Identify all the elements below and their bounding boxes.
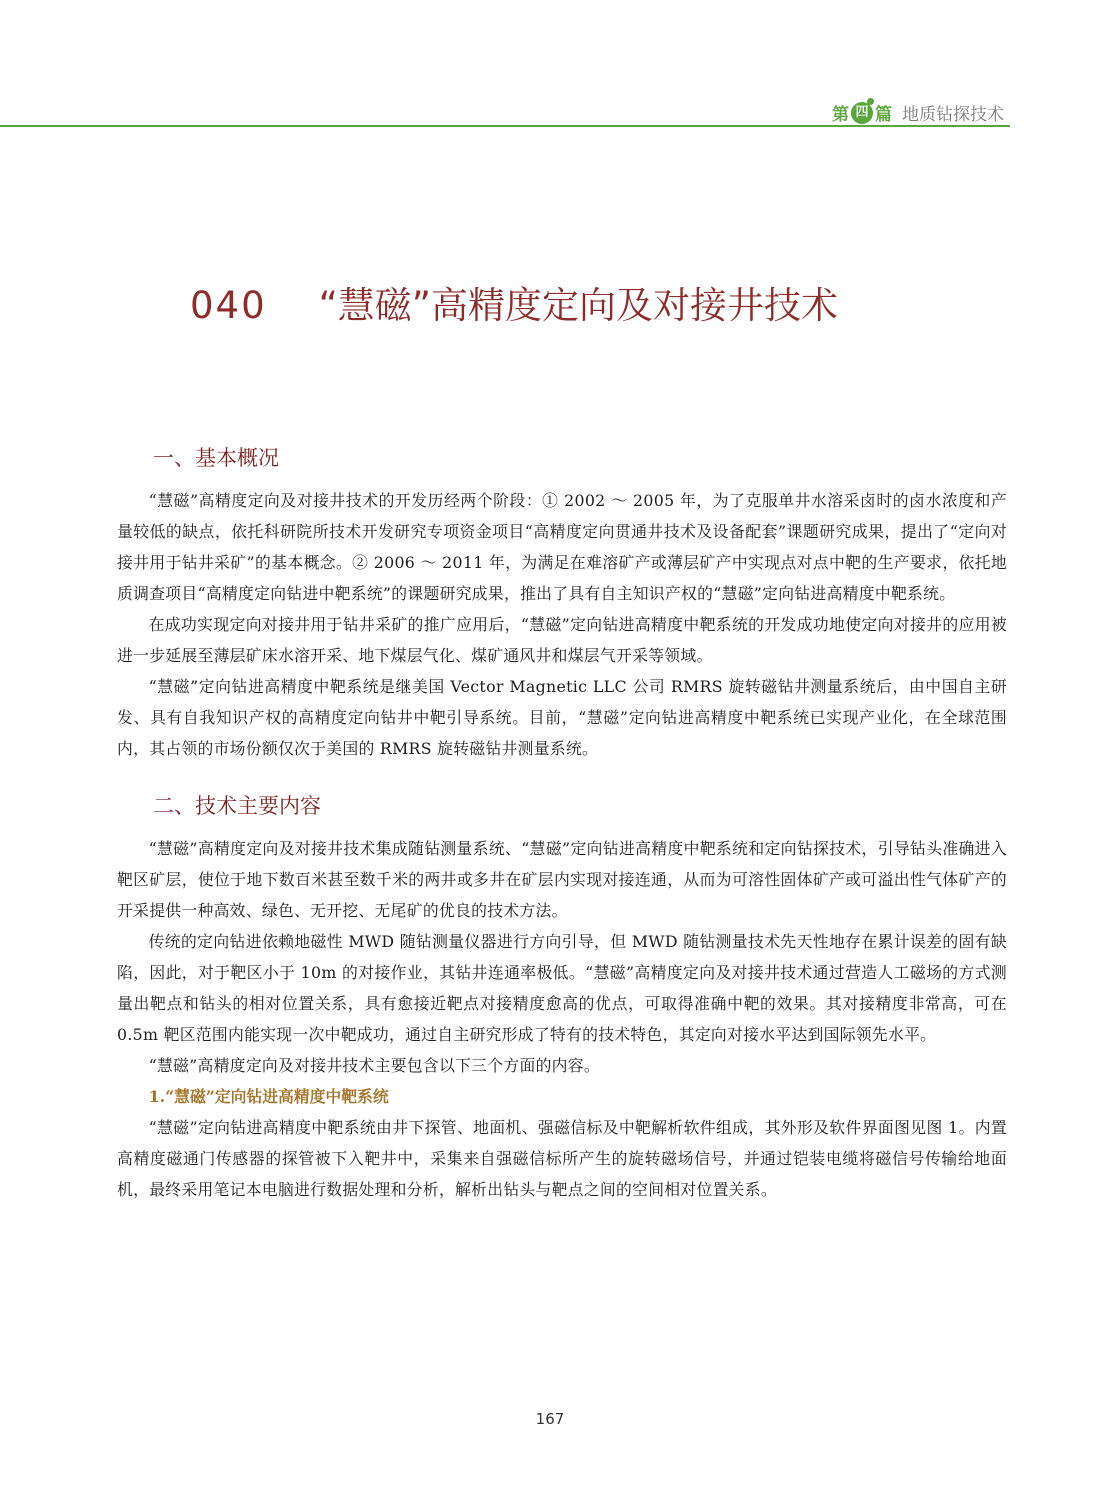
paragraph: 传统的定向钻进依赖地磁性 MWD 随钻测量仪器进行方向引导，但 MWD 随钻测量技术先天性地存在累计误差的固有缺陷，因此，对于靶区小于 10m 的对接作业，其钻井连通率极低。“慧磁”高精度定向及对接井技术通过营造人工磁场的方式测量出靶点和钻头的相对位置关系，具有愈接近靶点对接精度愈高的优点，可取得准确中靶的效果。其对接精度非常高，可在 0.5m 靶区范围内能实现一次中靶成功，通过自主研究形成了特有的技术特色，其定向对接水平达到国际领先水平。: [117, 932, 1007, 1044]
chapter-title-text: “慧磁”高精度定向及对接井技术: [318, 284, 838, 327]
part-suffix: 篇: [875, 105, 892, 125]
section-heading-overview: 一、基本概况: [153, 446, 279, 470]
page-number: 167: [535, 1410, 565, 1428]
paragraph: 在成功实现定向对接井用于钻井采矿的推广应用后，“慧磁”定向钻进高精度中靶系统的开发成功地使定向对接井的应用被进一步延展至薄层矿床水溶开采、地下煤层气化、煤矿通风井和煤层气开采等领域。: [117, 615, 1007, 665]
paragraph: “慧磁”定向钻进高精度中靶系统是继美国 Vector Magnetic LLC 公司 RMRS 旋转磁钻井测量系统后，由中国自主研发、具有自我知识产权的高精度定向钻井中靶引导系统。目前，“慧磁”定向钻进高精度中靶系统已实现产业化，在全球范围内，其占领的市场份额仅次于美国的 RMRS 旋转磁钻井测量系统。: [117, 677, 1007, 758]
part-prefix: 第: [832, 105, 849, 125]
body-content: [117, 442, 1007, 1205]
paragraph: “慧磁”高精度定向及对接井技术主要包含以下三个方面的内容。: [148, 1056, 600, 1075]
part-label: [832, 100, 892, 125]
paragraph: “慧磁”高精度定向及对接井技术集成随钻测量系统、“慧磁”定向钻进高精度中靶系统和定向钻探技术，引导钻头准确进入靶区矿层，使位于地下数百米甚至数千米的两井或多井在矿层内实现对接连通，从而为可溶性固体矿产或可溢出性气体矿产的开采提供一种高效、绿色、无开挖、无尾矿的优良的技术方法。: [117, 839, 1007, 920]
chapter-code: 040: [190, 284, 267, 327]
running-header: [832, 100, 1004, 125]
header-rule: [0, 125, 1010, 127]
chapter-title: [190, 275, 838, 329]
paragraph: “慧磁”高精度定向及对接井技术的开发历经两个阶段：① 2002 ～ 2005 年，为了克服单井水溶采卤时的卤水浓度和产量较低的缺点，依托科研院所技术开发研究专项资金项目“高精度定向贯通井技术及设备配套”课题研究成果，提出了“定向对接井用于钻井采矿”的基本概念。② 2006 ～ 2011 年，为满足在难溶矿产或薄层矿产中实现点对点中靶的生产要求，依托地质调查项目“高精度定向钻进中靶系统”的课题研究成果，推出了具有自主知识产权的“慧磁”定向钻进高精度中靶系统。: [117, 491, 1007, 603]
subsection-heading: 1.“慧磁”定向钻进高精度中靶系统: [148, 1087, 389, 1106]
paragraph: “慧磁”定向钻进高精度中靶系统由井下探管、地面机、强磁信标及中靶解析软件组成，其外形及软件界面图见图 1。内置高精度磁通门传感器的探管被下入靶井中，采集来自强磁信标所产生的旋转磁场信号，并通过铠装电缆将磁信号传输给地面机，最终采用笔记本电脑进行数据处理和分析，解析出钻头与靶点之间的空间相对位置关系。: [117, 1118, 1007, 1199]
part-number-badge: 四: [851, 102, 873, 124]
section-label: 地质钻探技术: [902, 105, 1004, 125]
section-heading-main-content: 二、技术主要内容: [153, 794, 321, 818]
